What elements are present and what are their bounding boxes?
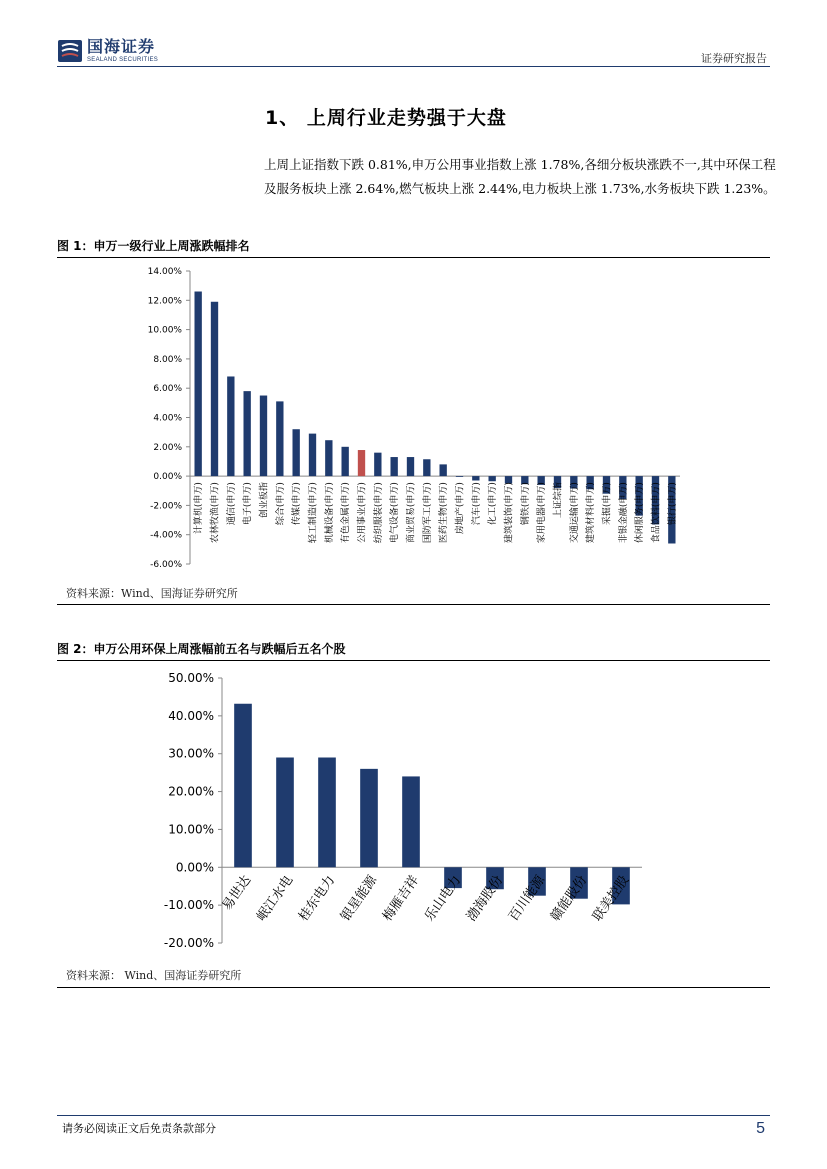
company-logo	[57, 38, 158, 64]
category-label: 乐山电力	[422, 872, 465, 925]
figure2-source: 资料来源： Wind、国海证券研究所	[66, 969, 242, 982]
figure2-chart	[0, 660, 827, 960]
category-label: 电气设备(申万)	[390, 482, 401, 544]
y-tick-label: -4.00%	[150, 530, 182, 541]
category-label: 易世达	[219, 872, 255, 914]
logo-icon	[57, 38, 83, 64]
category-label: 化工(申万)	[488, 482, 499, 526]
category-label: 渤海股份	[464, 872, 507, 925]
y-tick-label: 20.00%	[168, 784, 214, 799]
y-tick-label: 2.00%	[153, 442, 182, 453]
category-label: 银行(申万)	[667, 482, 678, 526]
header-divider	[57, 66, 770, 67]
bar	[407, 457, 414, 476]
category-label: 采掘(申万)	[602, 482, 613, 526]
y-tick-label: 6.00%	[153, 384, 182, 395]
category-label: 食品饮料(申万)	[651, 482, 662, 544]
section-paragraph: 上周上证指数下跌 0.81%,申万公用事业指数上涨 1.78%,各细分板块涨跌不一,其中环保工程及服务板块上涨 2.64%,燃气板块上涨 2.44%,电力板块上涨 1.73%,水务板块下跌 1.23%。	[264, 157, 776, 196]
logo-english-name: SEALAND SECURITIES	[87, 57, 159, 63]
bar	[276, 758, 294, 868]
category-label: 联美控股	[590, 872, 633, 925]
y-tick-label: 14.00%	[147, 267, 182, 277]
category-label: 通信(申万)	[226, 482, 237, 526]
bar	[292, 429, 299, 476]
y-tick-label: -2.00%	[150, 501, 182, 512]
report-type-label: 证券研究报告	[701, 52, 767, 65]
category-label: 综合(申万)	[275, 482, 286, 526]
y-tick-label: 30.00%	[168, 746, 214, 761]
category-label: 汽车(申万)	[471, 482, 482, 526]
bar	[374, 453, 381, 476]
category-label: 银星能源	[338, 872, 381, 925]
y-tick-label: 0.00%	[153, 472, 182, 483]
y-tick-label: -6.00%	[150, 560, 182, 570]
bar	[439, 464, 446, 476]
section-title: 1、 上周行业走势强于大盘	[265, 107, 507, 129]
bar	[360, 769, 378, 867]
category-label: 非银金融(申万)	[618, 482, 629, 544]
bar	[472, 476, 479, 480]
y-tick-label: 10.00%	[147, 325, 182, 336]
category-label: 机械设备(申万)	[324, 482, 335, 544]
y-tick-label: -20.00%	[163, 936, 214, 950]
category-label: 商业贸易(申万)	[406, 482, 417, 544]
category-label: 创业板指	[259, 482, 270, 519]
figure1-title: 图 1：申万一级行业上周涨跌幅排名	[57, 237, 770, 258]
category-label: 桂东电力	[296, 872, 339, 925]
bar	[325, 440, 332, 476]
category-label: 上证综指	[553, 482, 564, 519]
category-label: 计算机(申万)	[194, 482, 205, 535]
bar	[390, 457, 397, 476]
y-tick-label: 0.00%	[175, 860, 214, 875]
bar	[423, 459, 430, 476]
figure1-bottom-rule	[57, 604, 770, 605]
bar	[243, 391, 250, 476]
category-label: 农林牧渔(申万)	[210, 482, 221, 544]
category-label: 交通运输(申万)	[569, 482, 580, 544]
figure1-source: 资料来源：Wind、国海证券研究所	[66, 587, 238, 600]
bar	[276, 401, 283, 476]
bar	[488, 476, 495, 481]
category-label: 家用电器(申万)	[537, 482, 548, 544]
page-number: 5	[756, 1120, 765, 1137]
category-label: 建筑装饰(申万)	[504, 482, 515, 544]
bar	[211, 302, 218, 476]
category-label: 纺织服装(申万)	[373, 482, 384, 544]
bar	[341, 447, 348, 476]
category-label: 梅雁吉祥	[380, 872, 423, 925]
category-label: 钢铁(申万)	[520, 482, 531, 526]
category-label: 房地产(申万)	[455, 482, 466, 535]
y-tick-label: 8.00%	[153, 354, 182, 365]
footer-disclaimer: 请务必阅读正文后免责条款部分	[62, 1122, 216, 1135]
y-tick-label: -10.00%	[163, 898, 214, 913]
bar	[318, 758, 336, 868]
footer-divider	[57, 1115, 770, 1116]
category-label: 赣能股份	[548, 872, 591, 925]
category-label: 电子(申万)	[243, 482, 254, 526]
category-label: 有色金属(申万)	[341, 482, 352, 544]
logo-chinese-name: 国海证券	[87, 37, 156, 56]
bar	[194, 292, 201, 477]
y-tick-label: 50.00%	[168, 671, 214, 685]
category-label: 百川能源	[506, 872, 549, 925]
bar	[402, 776, 420, 867]
y-tick-label: 12.00%	[147, 296, 182, 307]
y-tick-label: 40.00%	[168, 708, 214, 723]
category-label: 国防军工(申万)	[422, 482, 433, 544]
bar	[309, 434, 316, 476]
category-label: 岷江水电	[254, 872, 297, 925]
bar	[260, 396, 267, 477]
category-label: 建筑材料(申万)	[586, 482, 597, 544]
bar	[456, 476, 463, 477]
category-label: 医药生物(申万)	[439, 482, 450, 544]
category-label: 轻工制造(申万)	[308, 482, 319, 544]
category-label: 传媒(申万)	[292, 482, 303, 526]
figure2-title: 图 2：申万公用环保上周涨幅前五名与跌幅后五名个股	[57, 640, 770, 661]
bar	[227, 376, 234, 476]
figure1-chart	[0, 258, 827, 578]
y-tick-label: 4.00%	[153, 413, 182, 424]
bar	[234, 704, 252, 868]
category-label: 休闲服务(申万)	[635, 482, 646, 544]
y-tick-label: 10.00%	[168, 822, 214, 837]
bar	[358, 450, 365, 476]
category-label: 公用事业(申万)	[357, 482, 368, 544]
figure2-bottom-rule	[57, 987, 770, 988]
